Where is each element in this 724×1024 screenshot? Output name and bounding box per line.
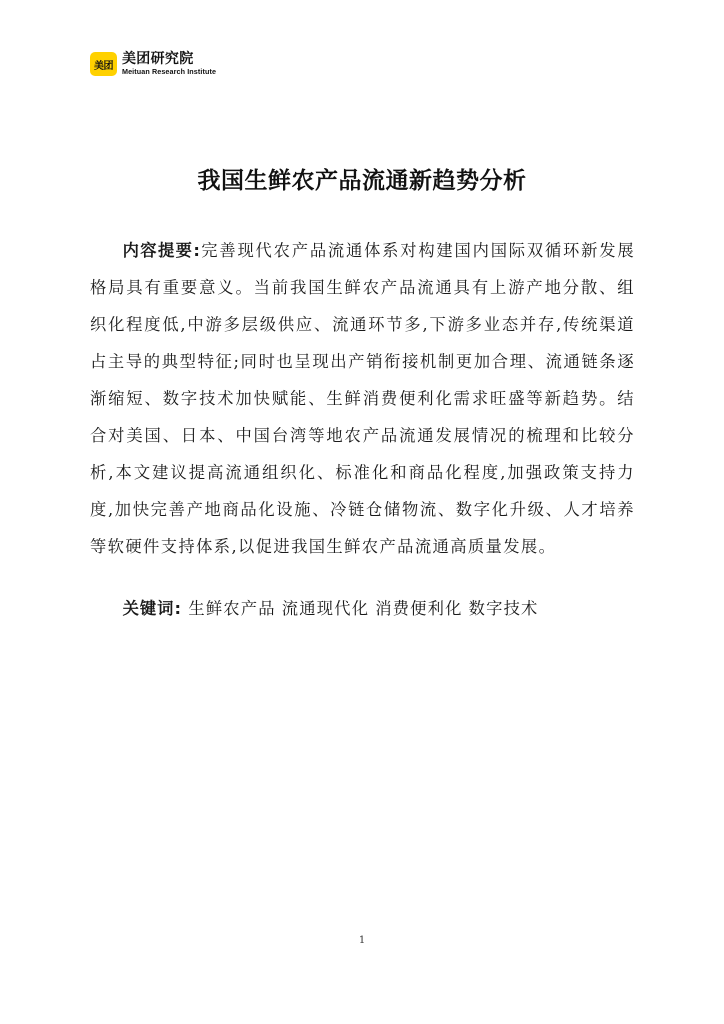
abstract-paragraph: [90, 232, 635, 565]
keyword-item: 数字技术: [468, 599, 539, 618]
keyword-item: 生鲜农产品: [188, 599, 276, 618]
keyword-item: 消费便利化: [375, 599, 463, 618]
org-name-en: Meituan Research Institute: [122, 67, 217, 77]
keyword-item: 流通现代化: [281, 599, 370, 618]
keywords-line: [90, 590, 635, 627]
abstract-label: 内容提要:: [122, 241, 201, 260]
org-name-cn: 美团研究院: [122, 51, 194, 68]
logo-text: [122, 52, 216, 75]
abstract-text: 完善现代农产品流通体系对构建国内国际双循环新发展格局具有重要意义。当前我国生鲜农产品流通具有上游产地分散、组织化程度低,中游多层级供应、流通环节多,下游多业态并存,传统渠道占主导的典型特征;同时也呈现出产销衔接机制更加合理、流通链条逐渐缩短、数字技术加快赋能、生鲜消费便利化需求旺盛等新趋势。结合对美国、日本、中国台湾等地农产品流通发展情况的梳理和比较分析,本文建议提高流通组织化、标准化和商品化程度,加强政策支持力度,加快完善产地商品化设施、冷链仓储物流、数字化升级、人才培养等软硬件支持体系,以促进我国生鲜农产品流通高质量发展。: [90, 241, 636, 556]
keywords-label: 关键词:: [122, 599, 182, 618]
page-number: 1: [358, 935, 366, 946]
meituan-logo-icon: 美团: [90, 52, 117, 76]
header-logo: [90, 51, 216, 77]
document-title: 我国生鲜农产品流通新趋势分析: [197, 168, 527, 194]
